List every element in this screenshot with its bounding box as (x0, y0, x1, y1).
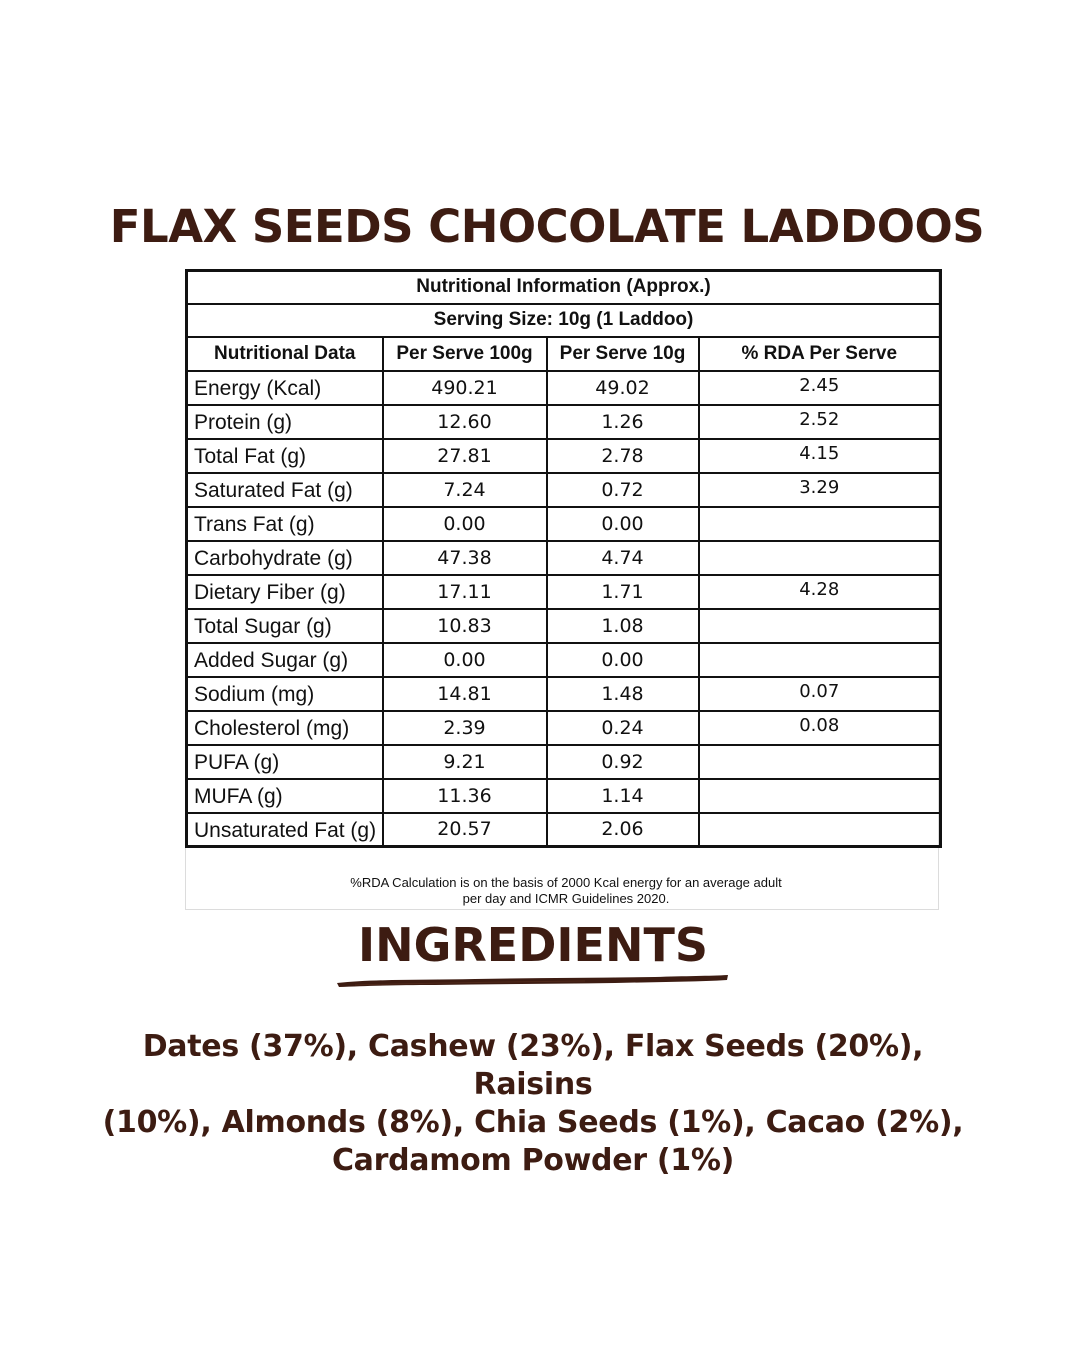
column-header: Per Serve 100g (383, 337, 547, 371)
table-row (187, 745, 941, 779)
rda-value (699, 813, 941, 847)
rda-value (699, 507, 941, 541)
nutrient-name: Protein (g) (187, 405, 383, 439)
per-10g-value: 1.48 (547, 677, 699, 711)
rda-value: 2.52 (699, 405, 941, 439)
per-100g-value: 2.39 (383, 711, 547, 745)
per-100g-value: 7.24 (383, 473, 547, 507)
nutrient-name: Trans Fat (g) (187, 507, 383, 541)
per-100g-value: 0.00 (383, 507, 547, 541)
nutrient-name: Total Fat (g) (187, 439, 383, 473)
per-10g-value: 0.92 (547, 745, 699, 779)
ingredients-list (100, 1028, 966, 1180)
per-100g-value: 27.81 (383, 439, 547, 473)
rda-value: 4.15 (699, 439, 941, 473)
rda-value (699, 643, 941, 677)
table-row (187, 575, 941, 609)
rda-value: 4.28 (699, 575, 941, 609)
rda-value: 0.08 (699, 711, 941, 745)
per-10g-value: 0.00 (547, 507, 699, 541)
per-100g-value: 20.57 (383, 813, 547, 847)
table-row (187, 609, 941, 643)
per-100g-value: 47.38 (383, 541, 547, 575)
nutrient-name: Dietary Fiber (g) (187, 575, 383, 609)
column-header: % RDA Per Serve (699, 337, 941, 371)
nutrient-name: Carbohydrate (g) (187, 541, 383, 575)
table-row (187, 813, 941, 847)
nutrient-name: Energy (Kcal) (187, 371, 383, 405)
nutrition-panel (185, 269, 939, 910)
table-row (187, 439, 941, 473)
per-10g-value: 2.78 (547, 439, 699, 473)
nutrient-name: Total Sugar (g) (187, 609, 383, 643)
nutrient-name: Saturated Fat (g) (187, 473, 383, 507)
rda-value (699, 609, 941, 643)
nutrient-name: MUFA (g) (187, 779, 383, 813)
nutrient-name: Added Sugar (g) (187, 643, 383, 677)
per-100g-value: 17.11 (383, 575, 547, 609)
per-100g-value: 10.83 (383, 609, 547, 643)
table-row (187, 711, 941, 745)
table-heading: Nutritional Information (Approx.) (187, 271, 941, 304)
serving-size: Serving Size: 10g (1 Laddoo) (187, 304, 941, 337)
ingredients-line: Dates (37%), Cashew (23%), Flax Seeds (20%), Raisins (142, 1029, 924, 1102)
table-row (187, 405, 941, 439)
per-10g-value: 49.02 (547, 371, 699, 405)
per-100g-value: 9.21 (383, 745, 547, 779)
per-100g-value: 12.60 (383, 405, 547, 439)
nutrition-table (185, 269, 942, 848)
nutrition-rows (187, 371, 941, 847)
rda-value: 2.45 (699, 371, 941, 405)
table-row (187, 371, 941, 405)
per-10g-value: 1.14 (547, 779, 699, 813)
rda-value (699, 779, 941, 813)
ingredients-heading: INGREDIENTS (358, 918, 708, 972)
rda-footnote (186, 875, 946, 907)
table-row (187, 473, 941, 507)
per-10g-value: 1.08 (547, 609, 699, 643)
per-10g-value: 0.00 (547, 643, 699, 677)
table-row (187, 779, 941, 813)
per-100g-value: 14.81 (383, 677, 547, 711)
per-100g-value: 490.21 (383, 371, 547, 405)
per-10g-value: 0.72 (547, 473, 699, 507)
product-title: FLAX SEEDS CHOCOLATE LADDOOS (109, 200, 985, 253)
rda-value: 0.07 (699, 677, 941, 711)
ingredients-line: (10%), Almonds (8%), Chia Seeds (1%), Cacao (2%), (102, 1105, 964, 1140)
per-10g-value: 4.74 (547, 541, 699, 575)
rda-value: 3.29 (699, 473, 941, 507)
nutrient-name: Unsaturated Fat (g) (187, 813, 383, 847)
rda-value (699, 541, 941, 575)
table-row (187, 643, 941, 677)
per-10g-value: 1.26 (547, 405, 699, 439)
brush-underline (335, 973, 730, 989)
per-10g-value: 2.06 (547, 813, 699, 847)
per-100g-value: 0.00 (383, 643, 547, 677)
column-header: Per Serve 10g (547, 337, 699, 371)
per-100g-value: 11.36 (383, 779, 547, 813)
per-10g-value: 1.71 (547, 575, 699, 609)
table-row (187, 507, 941, 541)
rda-value (699, 745, 941, 779)
ingredients-line: Cardamom Powder (1%) (331, 1143, 735, 1178)
footnote-line: %RDA Calculation is on the basis of 2000 Kcal energy for an average adult (350, 875, 782, 890)
per-10g-value: 0.24 (547, 711, 699, 745)
table-row (187, 541, 941, 575)
table-row (187, 677, 941, 711)
nutrient-name: Cholesterol (mg) (187, 711, 383, 745)
footnote-line: per day and ICMR Guidelines 2020. (462, 891, 670, 906)
nutrient-name: Sodium (mg) (187, 677, 383, 711)
nutrient-name: PUFA (g) (187, 745, 383, 779)
column-header: Nutritional Data (187, 337, 383, 371)
